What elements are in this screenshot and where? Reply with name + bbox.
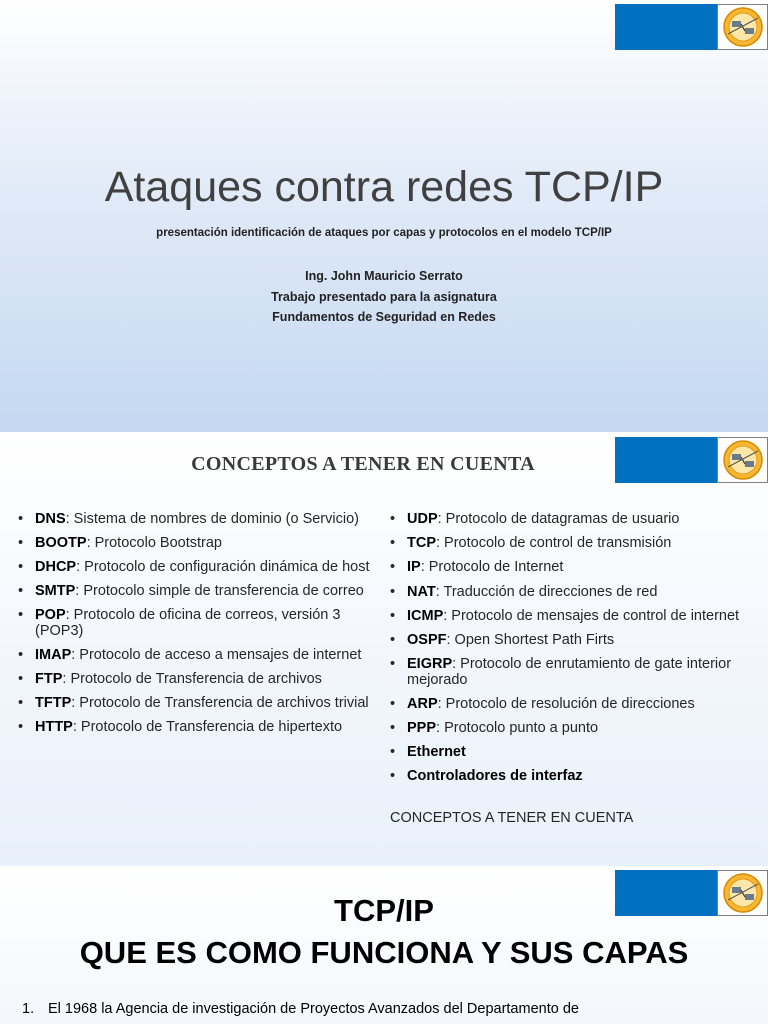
concepts-list-left [18,512,390,744]
list-item: • NAT: Traducción de direcciones de red [390,585,765,601]
list-item: • BOOTP: Protocolo Bootstrap [18,536,390,552]
list-item: • HTTP: Protocolo de Transferencia de hipertexto [18,720,390,736]
concepts-list-right [390,512,765,794]
course-line: Trabajo presentado para la asignatura [271,289,497,304]
list-item: • IMAP: Protocolo de acceso a mensajes de internet [18,648,390,664]
tcpip-title [0,890,768,974]
presentation-title: Ataques contra redes TCP/IP [104,163,664,211]
list-item: • TCP: Protocolo de control de transmisión [390,536,765,552]
network-globe-icon [722,6,764,48]
list-item: • IP: Protocolo de Internet [390,560,765,576]
list-item: • PPP: Protocolo punto a punto [390,721,765,737]
list-item: • OSPF: Open Shortest Path Firts [390,633,765,649]
list-item: • Ethernet [390,745,765,761]
slide-concepts [0,434,768,866]
concepts-title: CONCEPTOS A TENER EN CUENTA [191,453,535,475]
list-item: • FTP: Protocolo de Transferencia de archivos [18,672,390,688]
list-item: • DHCP: Protocolo de configuración dinámica de host [18,560,390,576]
tcpip-title-line2: QUE ES COMO FUNCIONA Y SUS CAPAS [79,935,689,970]
course-name: Fundamentos de Seguridad en Redes [272,310,496,324]
item-number: 1. [22,1001,35,1017]
list-item: • DNS: Sistema de nombres de dominio (o Servicio) [18,512,390,528]
item-text: El 1968 la Agencia de investigación de Proyectos Avanzados del Departamento de [48,1001,579,1017]
list-item: • POP: Protocolo de oficina de correos, versión 3 (POP3) [18,608,390,639]
network-globe-icon [722,439,764,481]
author-name: Ing. John Mauricio Serrato [305,269,463,283]
logo-blue-bar [615,4,717,50]
list-item: • ARP: Protocolo de resolución de direcciones [390,697,765,713]
list-item: • SMTP: Protocolo simple de transferencia de correo [18,584,390,600]
list-item: • ICMP: Protocolo de mensajes de control de internet [390,609,765,625]
presentation-subtitle: presentación identificación de ataques por capas y protocolos en el modelo TCP/IP [156,227,612,239]
list-item: • UDP: Protocolo de datagramas de usuario [390,512,765,528]
list-item: • Controladores de interfaz [390,769,765,785]
slide-logo [615,4,768,50]
slide-title [0,0,768,432]
list-item: • EIGRP: Protocolo de enrutamiento de gate interior mejorado [390,657,765,688]
logo-badge [717,4,768,50]
list-item: • TFTP: Protocolo de Transferencia de archivos trivial [18,696,390,712]
slide-tcpip [0,868,768,1024]
tcpip-title-line1: TCP/IP [334,893,434,928]
concepts-footer: CONCEPTOS A TENER EN CUENTA [390,810,634,826]
numbered-paragraph [22,1000,757,1018]
credits-block [0,266,768,328]
